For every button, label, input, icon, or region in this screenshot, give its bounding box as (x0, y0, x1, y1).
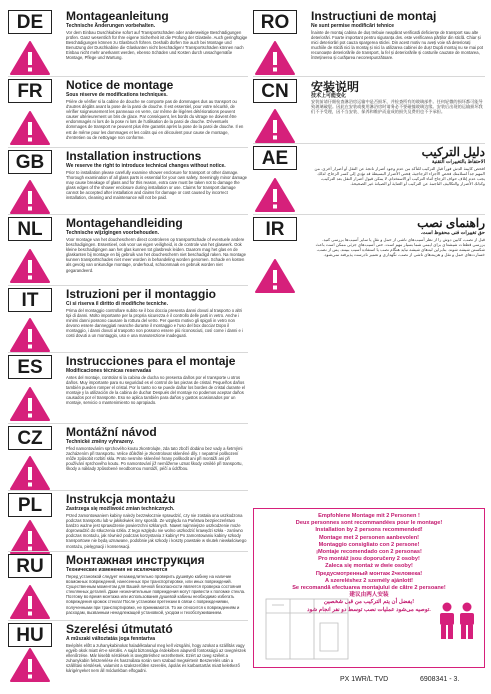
section-title: Instrucciones para el montaje (66, 354, 236, 368)
notice-line: Installation by 2 persons recommended! (315, 527, 423, 534)
language-code: CN (253, 79, 297, 103)
section-title: Montageanleitung (66, 9, 169, 23)
language-code: RO (253, 10, 297, 34)
language-section-ru (8, 551, 248, 620)
section-body: افحص كابينة الدش فوراً قبل التركيب للتأكد من عدم وجود أضرار ناتجة عن النقل أو أضرار أخرى. من المهم جداً لسلامتك فحص الأجزاء الزجاجية، فحتى الأضرار البسيطة قد تؤدي إلى كسر الزجاج. لذلك يجب عدم إتلاف حواف الزجاج أثناء التركيب أو الاستخدام. لا يمكن قبول أضرار النقل بعد التركيب، وكذلك الأضرار والتكاليف الناجمة عن التركيب أو العناية أو الصيانة غير الصحيحة. (314, 166, 485, 187)
warning-icon (254, 177, 296, 213)
warning-icon (9, 386, 51, 422)
language-code: IT (8, 288, 52, 312)
section-subtitle: Ne sunt permise modificări tehnice (311, 23, 395, 29)
warning-icon (254, 108, 296, 144)
notice-line: A szereléshez 2 személy ajánlott! (324, 577, 414, 584)
section-body: Перед установкой следует незамедлительно проверить душевую кабину на наличие возможных повреждений, нанесенных при транспортировке, или иных повреждений. Существенным моментом для Вашей личной безопасности является проверка состояния стеклянных деталей. Даже незначительные повреждения могут привести к поломке стекла. Поэтому во время монтажа или использования душевой кабины необходимо избегать повреждения кромок стекла! После установки претензии в связи с повреждениями, полученными при транспортировке, не принимаются. То же относится к повреждениям и расходам, вызванным ненадлежащей установкой, уходом и техобслуживанием. (66, 574, 246, 615)
notice-line: Zaleca się montaż w dwie osoby! (325, 563, 413, 570)
section-title: Notice de montage (66, 78, 174, 92)
section-body: Beépítés előtt a zuhanykabinokat haladéktalanul meg kell vizsgálni, hogy azokat a szállítás vagy egyéb okok miatt ért-e sérülés. A saját biztonsága érdekében alapvető fontosságú az üvegrészek ellenőrzése. Már kisebb sérülések is üvegtöréshez vezethetnek. Ezért az üveg széleit a zuhanykabin felszerelése és használata során sem szabad megsérteni! Beszerelés után a szállítási sérülések, valamint a szakszerűtlen szerelés, ápolás és karbantartás miatt keletkező kárigényeket nem áll módunkban elfogadni. (66, 643, 246, 674)
section-body: 安装前请仔细检查淋浴房运输中是否损坏，并检查所有的玻璃部件。任何轻微的损坏都可能导致玻璃破裂。因此在安装或使用淋浴房时请务必不要碰撞玻璃边缘。安装后出现的运输损坏我们不予受理，因不当安装、保养和维护而造成的损失及费用也不予承担。 (311, 99, 483, 115)
language-code: NL (8, 217, 52, 241)
language-section-it (8, 285, 248, 352)
section-title: دليل التركيب (421, 145, 485, 159)
warning-icon (9, 455, 51, 491)
language-section-cz (8, 423, 248, 490)
warning-icon (9, 519, 51, 555)
section-body: قبل از نصب، کابین دوش را از نظر آسیب‌های ناشی از حمل و نقل یا سایر آسیب‌ها بررسی کنید. بررسی قطعات شیشه‌ای برای ایمنی شما بسیار مهم است. حتی آسیب‌های جزئی ممکن است باعث شکستن شیشه شوند. بنابراین لبه‌های شیشه نباید هنگام نصب یا استفاده آسیب ببینند. پس از نصب، خسارت‌های حمل و نقل و هزینه‌های ناشی از نصب، نگهداری و تعمیر نادرست پذیرفته نمی‌شود. (315, 237, 485, 258)
warning-icon (254, 40, 296, 76)
section-subtitle: A műszaki változtatás joga fenntartva (66, 636, 156, 642)
section-title: 安装说明 (311, 80, 360, 94)
section-body: Před namontováním sprchového koutu zkontrolujte, zda tato zboží dodáno bez vady a šetrnými zacházením při transportu. Velice důležité je zkontrolovat skleněné díly. I nepatrné poškození může způsobit rozbití skla. Proto nesmíte skleněné hrany poškodit ani při montáži ani při používání sprchového koutu. Po namontování již nemůžeme uznat škody vzniklé při transportu, škody a náklady způsobené neodbornou montáží, péčí a údržbou. (66, 446, 243, 472)
section-subtitle: We reserve the right to introduce technical changes without notice. (66, 163, 226, 169)
section-title: Istruzioni per il montaggio (66, 287, 216, 301)
language-section-ir (253, 214, 485, 305)
language-section-gb (8, 147, 248, 214)
language-section-cn (253, 76, 485, 143)
warning-icon (9, 179, 51, 215)
section-subtitle: Technische Änderungen vorbehalten. (66, 23, 156, 29)
warning-icon (9, 647, 51, 683)
language-code: ES (8, 355, 52, 379)
model-number: PX 1WR/L TVD (340, 676, 389, 683)
section-subtitle: حق تغییرات فنی محفوظ است. (420, 230, 485, 236)
notice-line: ¡Montaje recomendado con 2 personas! (316, 549, 422, 556)
section-title: Montážní návod (66, 425, 157, 439)
language-section-es (8, 352, 248, 423)
notice-line: يفضل أن يتم التركيب من قبل شخصين! (323, 599, 415, 606)
section-subtitle: Zastrzega się możliwość zmian technicznych. (66, 506, 175, 512)
section-subtitle: 技术上可能变化 (311, 93, 347, 99)
notice-line: Deux personnes sont recommandées pour le montage! (295, 520, 443, 527)
notice-line: Pro montáž jsou doporučeny 2 osoby! (318, 556, 420, 563)
warning-icon (9, 110, 51, 146)
section-title: Montagehandleiding (66, 216, 183, 230)
section-subtitle: Ci si riserva il diritto di modifiche tecniche. (66, 301, 168, 307)
shower-sketch (260, 593, 355, 663)
section-body: Prima del montaggio controllare subito se il box doccia presenta danni dovuti al trasporto o altri tipi di danni. Molto importante per la propria sicurezza è il controllo delle parti in vetro. Anche i minimi danni possono causare la rottura del vetro. Per questo motivo gli spigoli in vetro non devono essere danneggiati neanche durante il montaggio e l'uso del box doccia! Dopo il montaggio, i danni dovuti al trasporto non possono essere più riconosciuti, così come i danni e i costi dovuti a un montaggio, uso e una manutenzione inadeguati. (66, 308, 243, 339)
notice-line: Предусмотренный монтаж 2человека! (315, 570, 423, 577)
notice-line: Empfohlene Montage mit 2 Personen ! (318, 513, 420, 519)
notice-line: Montaggio consigliato con 2 persone! (318, 541, 420, 548)
section-title: Instrukcja montażu (66, 492, 176, 506)
language-section-pl (8, 490, 248, 551)
warning-icon (9, 317, 51, 353)
section-subtitle: Technické změny vyhrazeny. (66, 439, 134, 445)
language-code: PL (8, 493, 52, 517)
section-subtitle: Modificaciones técnicas reservadas (66, 368, 152, 374)
section-title: Installation instructions (66, 149, 202, 163)
language-code: RU (8, 554, 52, 578)
notice-line: 建议由两人安装 (349, 592, 389, 599)
language-section-ro (253, 8, 485, 76)
section-subtitle: Technische wijzigingen voorbehouden. (66, 230, 159, 236)
left-column (8, 8, 248, 677)
section-title: Монтажная инструкция (66, 553, 205, 567)
section-body: Prière de vérifier si la cabine de douche ne comporte pas de dommages dus au transport ou d'autres dégâts avant la pose de la paroi de douche. Il est essentiel, pour votre sécurité, de vérifier soigneusement les panneaux en verre, car même de légères détériorations peuvent causer ultérieurement un bris de glace. Par conséquent, les bords du vitrage ne doivent être endommagés ni lors de la pose ni lors de l'utilisation de la paroi de douche. D'éventuels dommages de transport ne peuvent plus être garantis après la pose de la paroi de douche. Il en est de même pour les dommages et les coûts qui en découlent pour cause de montage, d'entretien ou de nettoyage non conforme. (66, 99, 244, 140)
language-code: FR (8, 79, 52, 103)
section-title: Szerelési útmutató (66, 622, 173, 636)
language-code: IR (253, 217, 297, 241)
section-body: Antes del montaje, controlar si la cabina de ducha no presenta daños por el transporte u otros daños. Muy importante para su seguridad es el control de las piezas de cristal. Pequeños daños también pueden romper el cristal. Por lo tanto no se puede dañar los bordes de cristal durante el montaje y la utilización de la cabina de ducha! Después del montaje no podemos aceptar daños causados por el transporte. Eso se aplica también para daños y gastos ocasionados por un montaje, servicio o mantenimiento no apropiado. (66, 375, 246, 406)
section-body: Prior to installation please carefully examine shower enclosure for transport or other damage. Thorough examination of all glass parts is essential for your own safety. Seemingly minor damage may cause breakage of glass and for this reason, extra care must be taken not to damage the glass edges of the shower enclosure during installation or use. Claims for transport damage cannot be accepted after installation and claims for damage or cost caused by incorrect installation, cleaning and maintenance will not be paid. (66, 170, 248, 201)
language-section-de (8, 8, 248, 76)
section-subtitle: Sous réserve de modifications techniques. (66, 92, 168, 98)
section-title: Instrucțiuni de montaj (311, 9, 437, 23)
document-number: 6908341 - 3. (420, 676, 460, 683)
section-body: Przed zamontowaniem kabiny należy bezzwłocznie sprawdzić, czy nie została ona uszkodzona podczas transportu lub w jakikolwiek inny sposób. Ze względu na Państwa bezpieczeństwo bardzo ważne jest sprawdzenie powierzchni szklanych. Nawet najmniejsze uszkodzenie może doprowadzić do stłuczenia szkła. Z tego względu nie wolno uszkodzić krawędzi szkła - zarówno podczas montażu, jak również podczas korzystania z kabiny! Po zamontowaniu kabiny szkody transportowe nie będą uznawane, podobnie jak szkody i koszty powstałe w skutek niewłaściwego montażu, pielęgnacji i konserwacji. (66, 513, 247, 549)
language-section-nl (8, 214, 248, 285)
language-code: AE (253, 146, 297, 170)
warning-icon (9, 40, 51, 76)
section-subtitle: Технические изменения не исключаются (66, 567, 168, 573)
section-subtitle: الاحتفاظ بالتغييرات التقنية (431, 159, 485, 165)
language-code: HU (8, 623, 52, 647)
two-persons-icon (436, 601, 478, 641)
language-section-fr (8, 76, 248, 147)
language-section-ae (253, 143, 485, 214)
section-body: Voor montage van het douchescherm direct controleren op transportschade of eventuele andere beschadigingen. Essentieel, ook voor uw eigen veiligheid, is de controle van het glaswerk. Ook kleine beschadigingen aan het glas kunnen tot glasbreuk leiden. Daarom mag het glas en de glaskanten bij montage en bij gebruik van het douchescherm niet beschadigd raken. Na montage kunnen transportschades niet meer worden in behandeling worden genomen. Schade en kosten als gevolg van onkundige montage, onderhoud, schoonmaak en gebruik worden niet gegarandeerd. (66, 237, 246, 273)
language-section-hu (8, 620, 248, 677)
language-code: GB (8, 150, 52, 174)
language-code: CZ (8, 426, 52, 450)
right-column (253, 8, 485, 305)
language-code: DE (8, 10, 52, 34)
notice-line: توصیه می‌شود عملیات نصب توسط دو نفر انجام شود. (307, 606, 431, 613)
notice-line: Se recomandă efectuarea montajului de către 2 persoane! (292, 585, 446, 592)
warning-icon (9, 248, 51, 284)
warning-icon (9, 584, 51, 620)
section-body: Vor dem Einbau Duschkabine sofort auf Transportschäden oder anderweitige Beschädigungen prüfen. Ganz wesentlich für Ihre eigene Sicherheit ist die Prüfung der Glasteile. Auch geringfügige Beschädigungen können zu Glasbruch führen. Deshalb dürfen Sie auch bei Montage und Benutzung der Duschkabine die Glaskanten nicht beschädigen! Transportschäden können nach Einbau nicht mehr anerkannt werden, ebenso Schäden und Kosten durch unsachgemäße Montage, Pflege und Wartung. (66, 30, 248, 61)
section-title: راهنمای نصب (417, 216, 485, 230)
two-person-notice (253, 508, 485, 668)
notice-line: Montage met 2 personen aanbevolen! (318, 534, 420, 541)
warning-icon (254, 258, 296, 294)
section-body: Înainte de montaj cabina de duș trebuie neapărat verificată deficiențe de transport sau alte deteriorări. Foarte important pentru siguranța dvs. este verificarea părților din sticlă. Chiar și mici deteriorări pot cauza spargerea sticlei. Din acest motiv nu aveți voie să deteriorați muchiile de sticlă nici la montaj și nici la utilizarea cabinei de duș! După montaj nu se mai pot recunoaște deteriorările de transport, la fel și deteriorările și costurile cauzate de montarea, întreținerea și curățarea necorespunzătoare. (311, 30, 484, 61)
